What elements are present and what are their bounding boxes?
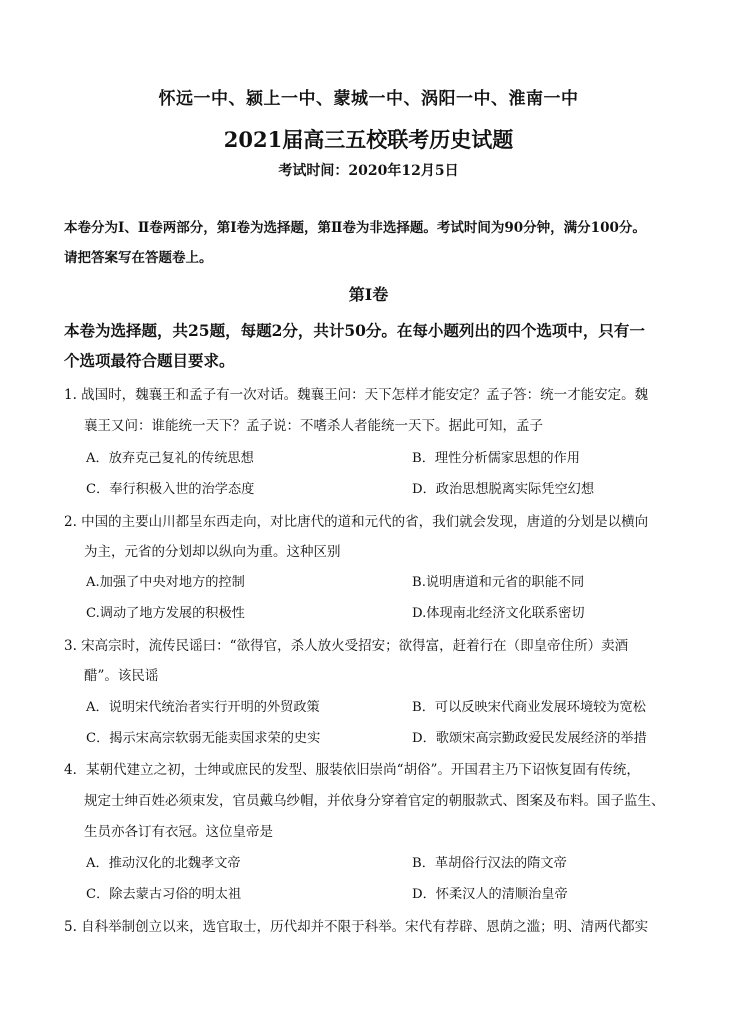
question-5-stem-line-1: 5. 自科举制创立以来，选官取士，历代却并不限于科举。宋代有荐辟、恩荫之滥；明、清两代都实 bbox=[64, 919, 649, 935]
question-3-option-c: C．揭示宋高宗软弱无能卖国求荣的史实 bbox=[86, 731, 321, 746]
section-title: 第Ⅰ卷 bbox=[348, 285, 389, 304]
question-2-option-b: B.说明唐道和元省的职能不同 bbox=[412, 575, 585, 590]
intro-line-1: 本卷分为Ⅰ、Ⅱ卷两部分，第Ⅰ卷为选择题，第Ⅱ卷为非选择题。考试时间为90分钟，满分100分。 bbox=[64, 220, 646, 236]
question-1-option-a: A．放弃克己复礼的传统思想 bbox=[86, 451, 254, 466]
intro-line-2: 请把答案写在答题卷上。 bbox=[64, 250, 213, 266]
school-list: 怀远一中、颍上一中、蒙城一中、涡阳一中、淮南一中 bbox=[158, 89, 579, 109]
question-2-option-d: D.体现南北经济文化联系密切 bbox=[412, 606, 585, 621]
question-4-option-b: B．革胡俗行汉法的隋文帝 bbox=[412, 856, 567, 871]
question-4-option-d: D．怀柔汉人的清顺治皇帝 bbox=[412, 887, 568, 902]
question-1-stem-line-2: 襄王又问：谁能统一天下？孟子说：不嗜杀人者能统一天下。据此可知，孟子 bbox=[84, 418, 543, 434]
question-2-option-c: C.调动了地方发展的积极性 bbox=[86, 606, 245, 621]
question-3-stem-line-2: 醋”。该民谣 bbox=[84, 668, 159, 684]
question-2-option-a: A.加强了中央对地方的控制 bbox=[86, 575, 245, 590]
exam-title: 2021届高三五校联考历史试题 bbox=[223, 127, 514, 152]
question-3-option-b: B．可以反映宋代商业发展环境较为宽松 bbox=[412, 700, 646, 715]
question-3-option-a: A．说明宋代统治者实行开明的外贸政策 bbox=[86, 700, 320, 715]
question-4-stem-line-3: 生员亦各订有衣冠。这位皇帝是 bbox=[84, 824, 273, 840]
question-2-stem-line-1: 2. 中国的主要山川都呈东西走向，对比唐代的道和元代的省，我们就会发现，唐道的分划是以横向 bbox=[64, 514, 649, 530]
question-4-option-c: C．除去蒙古习俗的明太祖 bbox=[86, 887, 242, 902]
question-4-stem-line-2: 规定士绅百姓必须束发，官员戴乌纱帽，并依身分穿着官定的朝服款式、图案及布料。国子监生、 bbox=[84, 793, 665, 809]
question-3-option-d: D．歌颂宋高宗勤政爱民发展经济的举措 bbox=[412, 731, 647, 746]
question-1-stem-line-1: 1. 战国时，魏襄王和孟子有一次对话。魏襄王问：天下怎样才能安定？孟子答：统一才能安定。魏 bbox=[64, 387, 649, 403]
question-4-option-a: A．推动汉化的北魏孝文帝 bbox=[86, 856, 241, 871]
exam-date: 考试时间：2020年12月5日 bbox=[278, 163, 459, 179]
question-1-option-c: C．奉行积极入世的治学态度 bbox=[86, 482, 255, 497]
question-4-stem-line-1: 4．某朝代建立之初，士绅或庶民的发型、服装依旧崇尚“胡俗”。开国君主乃下诏恢复固有传统， bbox=[64, 762, 640, 778]
section-desc-line-2: 个选项最符合题目要求。 bbox=[64, 351, 235, 370]
question-1-option-d: D．政治思想脱离实际凭空幻想 bbox=[412, 482, 595, 497]
section-desc-line-1: 本卷为选择题，共25题，每题2分，共计50分。在每小题列出的四个选项中，只有一 bbox=[64, 321, 645, 340]
question-3-stem-line-1: 3. 宋高宗时，流传民谣曰：“欲得官，杀人放火受招安；欲得富，赶着行在（即皇帝住所）卖酒 bbox=[64, 638, 629, 654]
question-2-stem-line-2: 为主，元省的分划却以纵向为重。这种区别 bbox=[84, 544, 341, 560]
question-1-option-b: B．理性分析儒家思想的作用 bbox=[412, 451, 580, 466]
